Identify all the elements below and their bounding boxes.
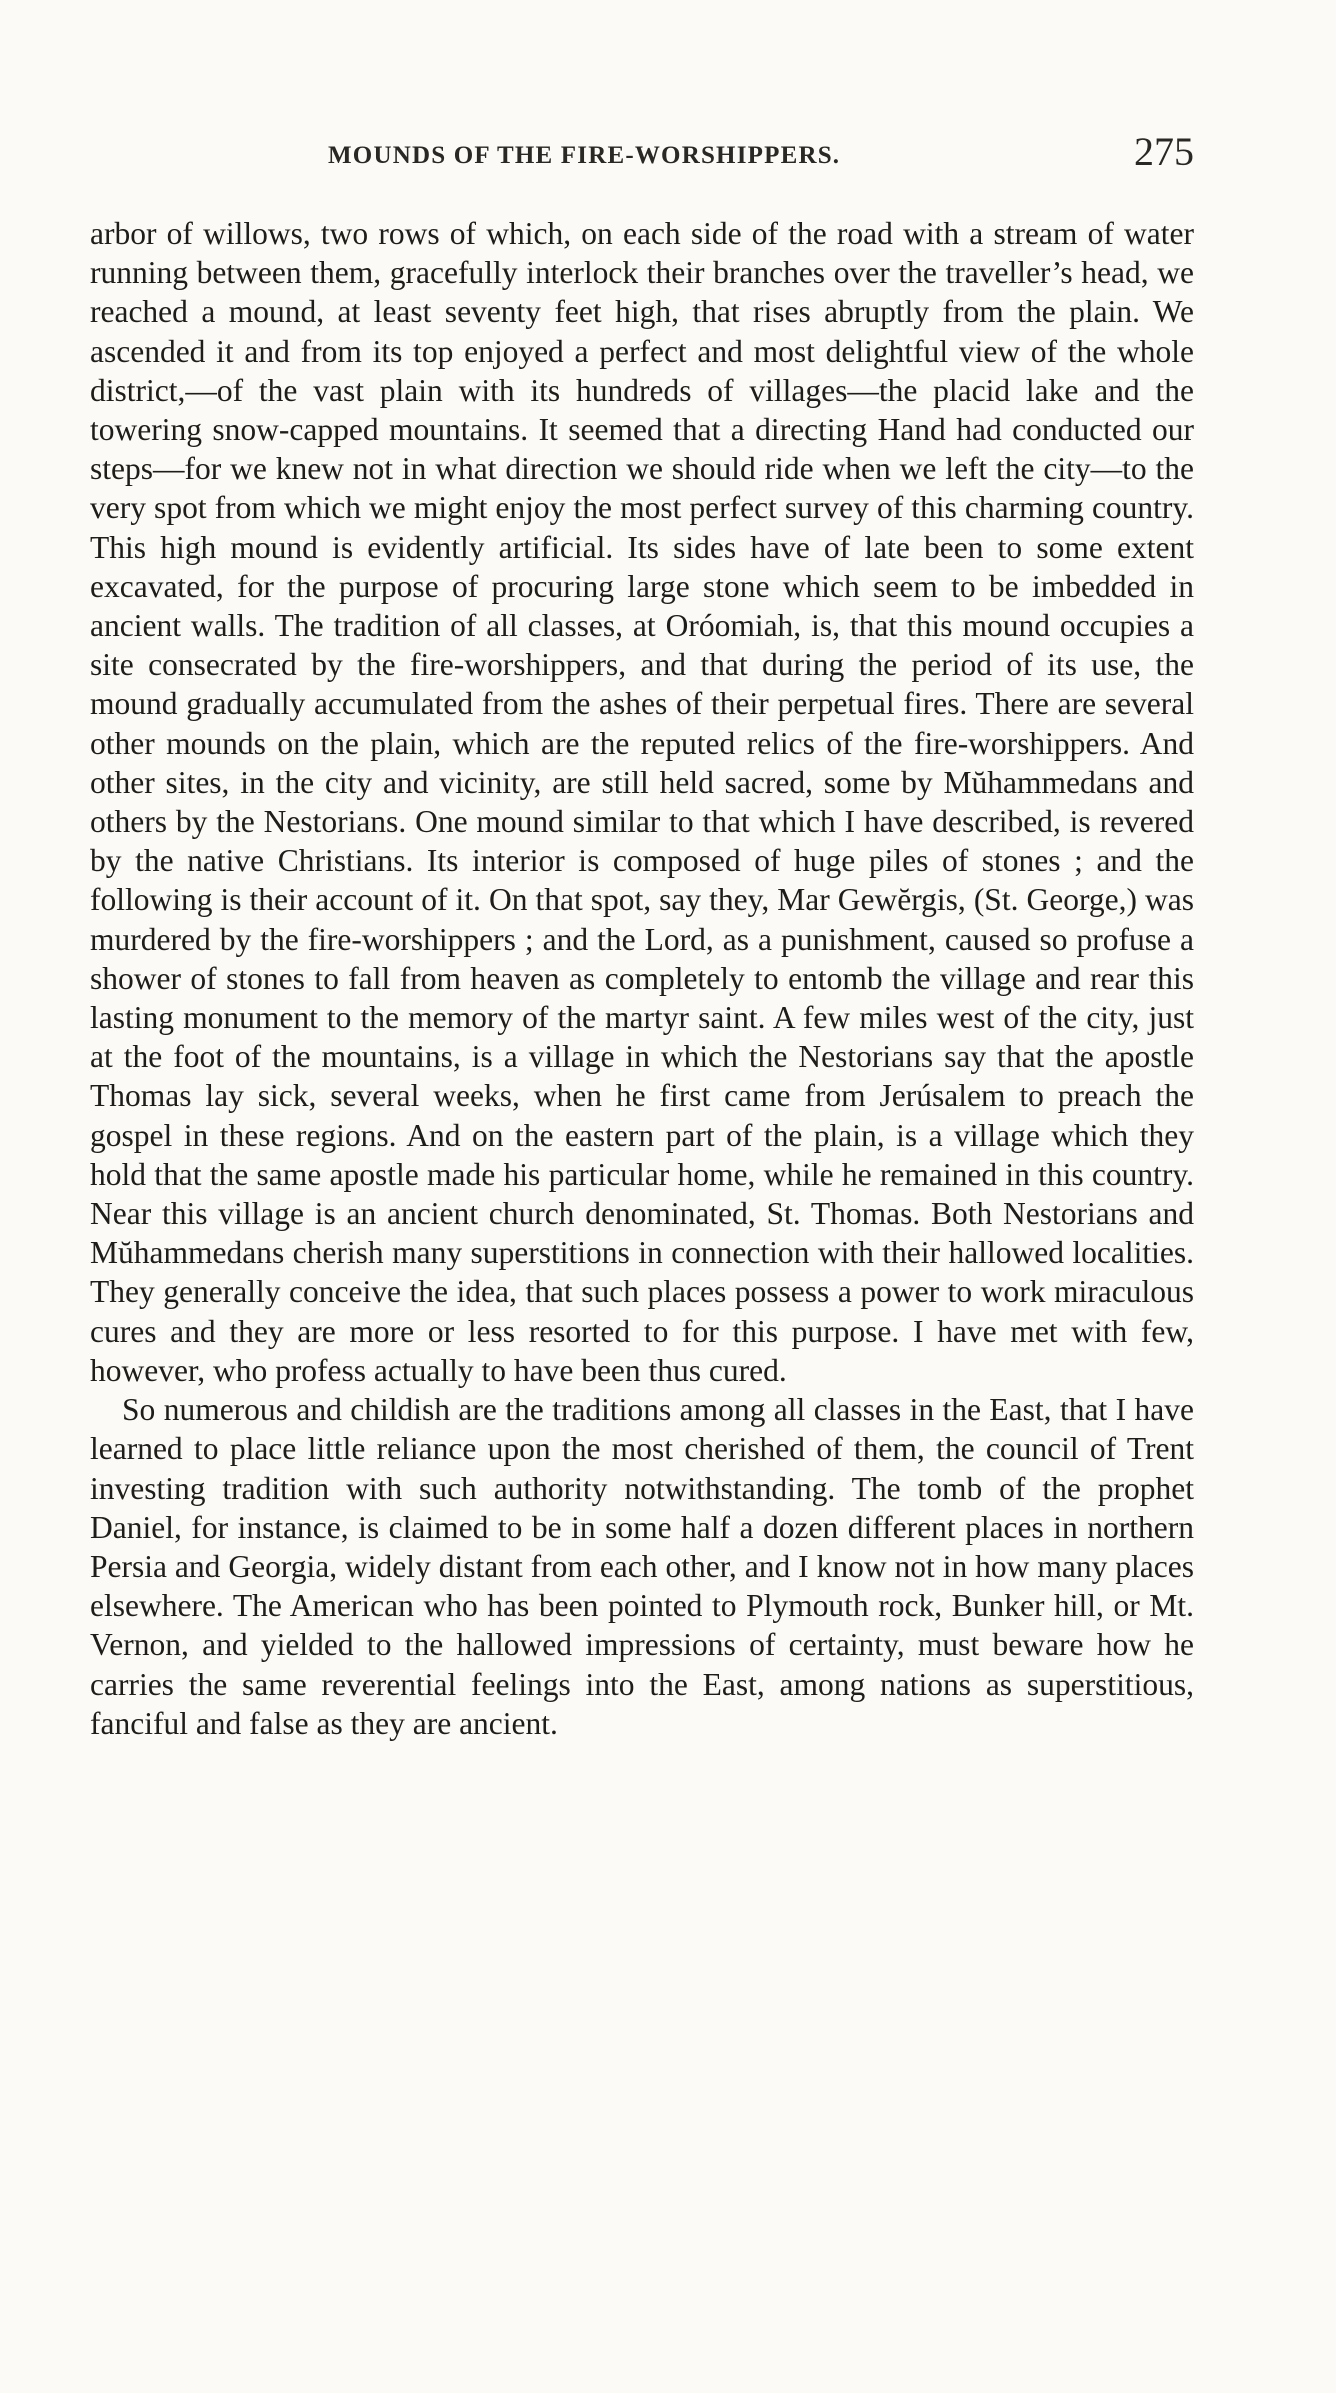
page-header (90, 128, 1194, 180)
paragraph: So numerous and childish are the traditions among all classes in the East, that I have learned to place little reliance upon the most cherished of them, the council of Trent investing tradition with such authority notwithstanding. The tomb of the prophet Daniel, for instance, is claimed to be in some half a dozen different places in northern Persia and Georgia, widely distant from each other, and I know not in how many places elsewhere. The American who has been pointed to Plymouth rock, Bunker hill, or Mt. Vernon, and yielded to the hallowed impressions of certainty, must beware how he carries the same reverential feelings into the East, among nations as superstitious, fanciful and false as they are ancient. (90, 1392, 1194, 1741)
running-title: MOUNDS OF THE FIRE-WORSHIPPERS. (328, 142, 841, 169)
page-number: 275 (1134, 129, 1194, 174)
paragraph: arbor of willows, two rows of which, on each side of the road with a stream of water running between them, gracefully interlock their branches over the traveller’s head, we reached a mound, at least seventy feet high, that rises abruptly from the plain. We ascended it and from its top enjoyed a perfect and most delightful view of the whole district,—of the vast plain with its hundreds of villages—the placid lake and the towering snow-capped mountains. It seemed that a directing Hand had conducted our steps—for we knew not in what direction we should ride when we left the city—to the very spot from which we might enjoy the most perfect survey of this charming country. This high mound is evidently artificial. Its sides have of late been to some extent excavated, for the purpose of procuring large stone which seem to be imbedded in ancient walls. The tradition of all classes, at Oróomiah, is, that this mound occupies a site consecrated by the fire-worshippers, and that during the period of its use, the mound gradually accumulated from the ashes of their perpetual fires. There are several other mounds on the plain, which are the reputed relics of the fire-worshippers. And other sites, in the city and vicinity, are still held sacred, some by Mŭhammedans and others by the Nestorians. One mound similar to that which I have described, is revered by the native Christians. Its interior is composed of huge piles of stones ; and the following is their account of it. On that spot, say they, Mar Gewĕrgis, (St. George,) was murdered by the fire-worshippers ; and the Lord, as a punishment, caused so profuse a shower of stones to fall from heaven as completely to entomb the village and rear this lasting monument to the memory of the martyr saint. A few miles west of the city, just at the foot of the mountains, is a village in which the Nestorians say that the apostle Thomas lay sick, several weeks, when he first came from Jerúsalem to preach the gospel in these regions. And on the eastern part of the plain, is a village which they hold that the same apostle made his particular home, while he remained in this country. Near this village is an ancient church denominated, St. Thomas. Both Nestorians and Mŭhammedans cherish many superstitions in connection with their hallowed localities. They generally conceive the idea, that such places possess a power to work miraculous cures and they are more or less resorted to for this purpose. I have met with few, however, who profess actually to have been thus cured. (90, 216, 1194, 1388)
body-text (90, 214, 1194, 1743)
